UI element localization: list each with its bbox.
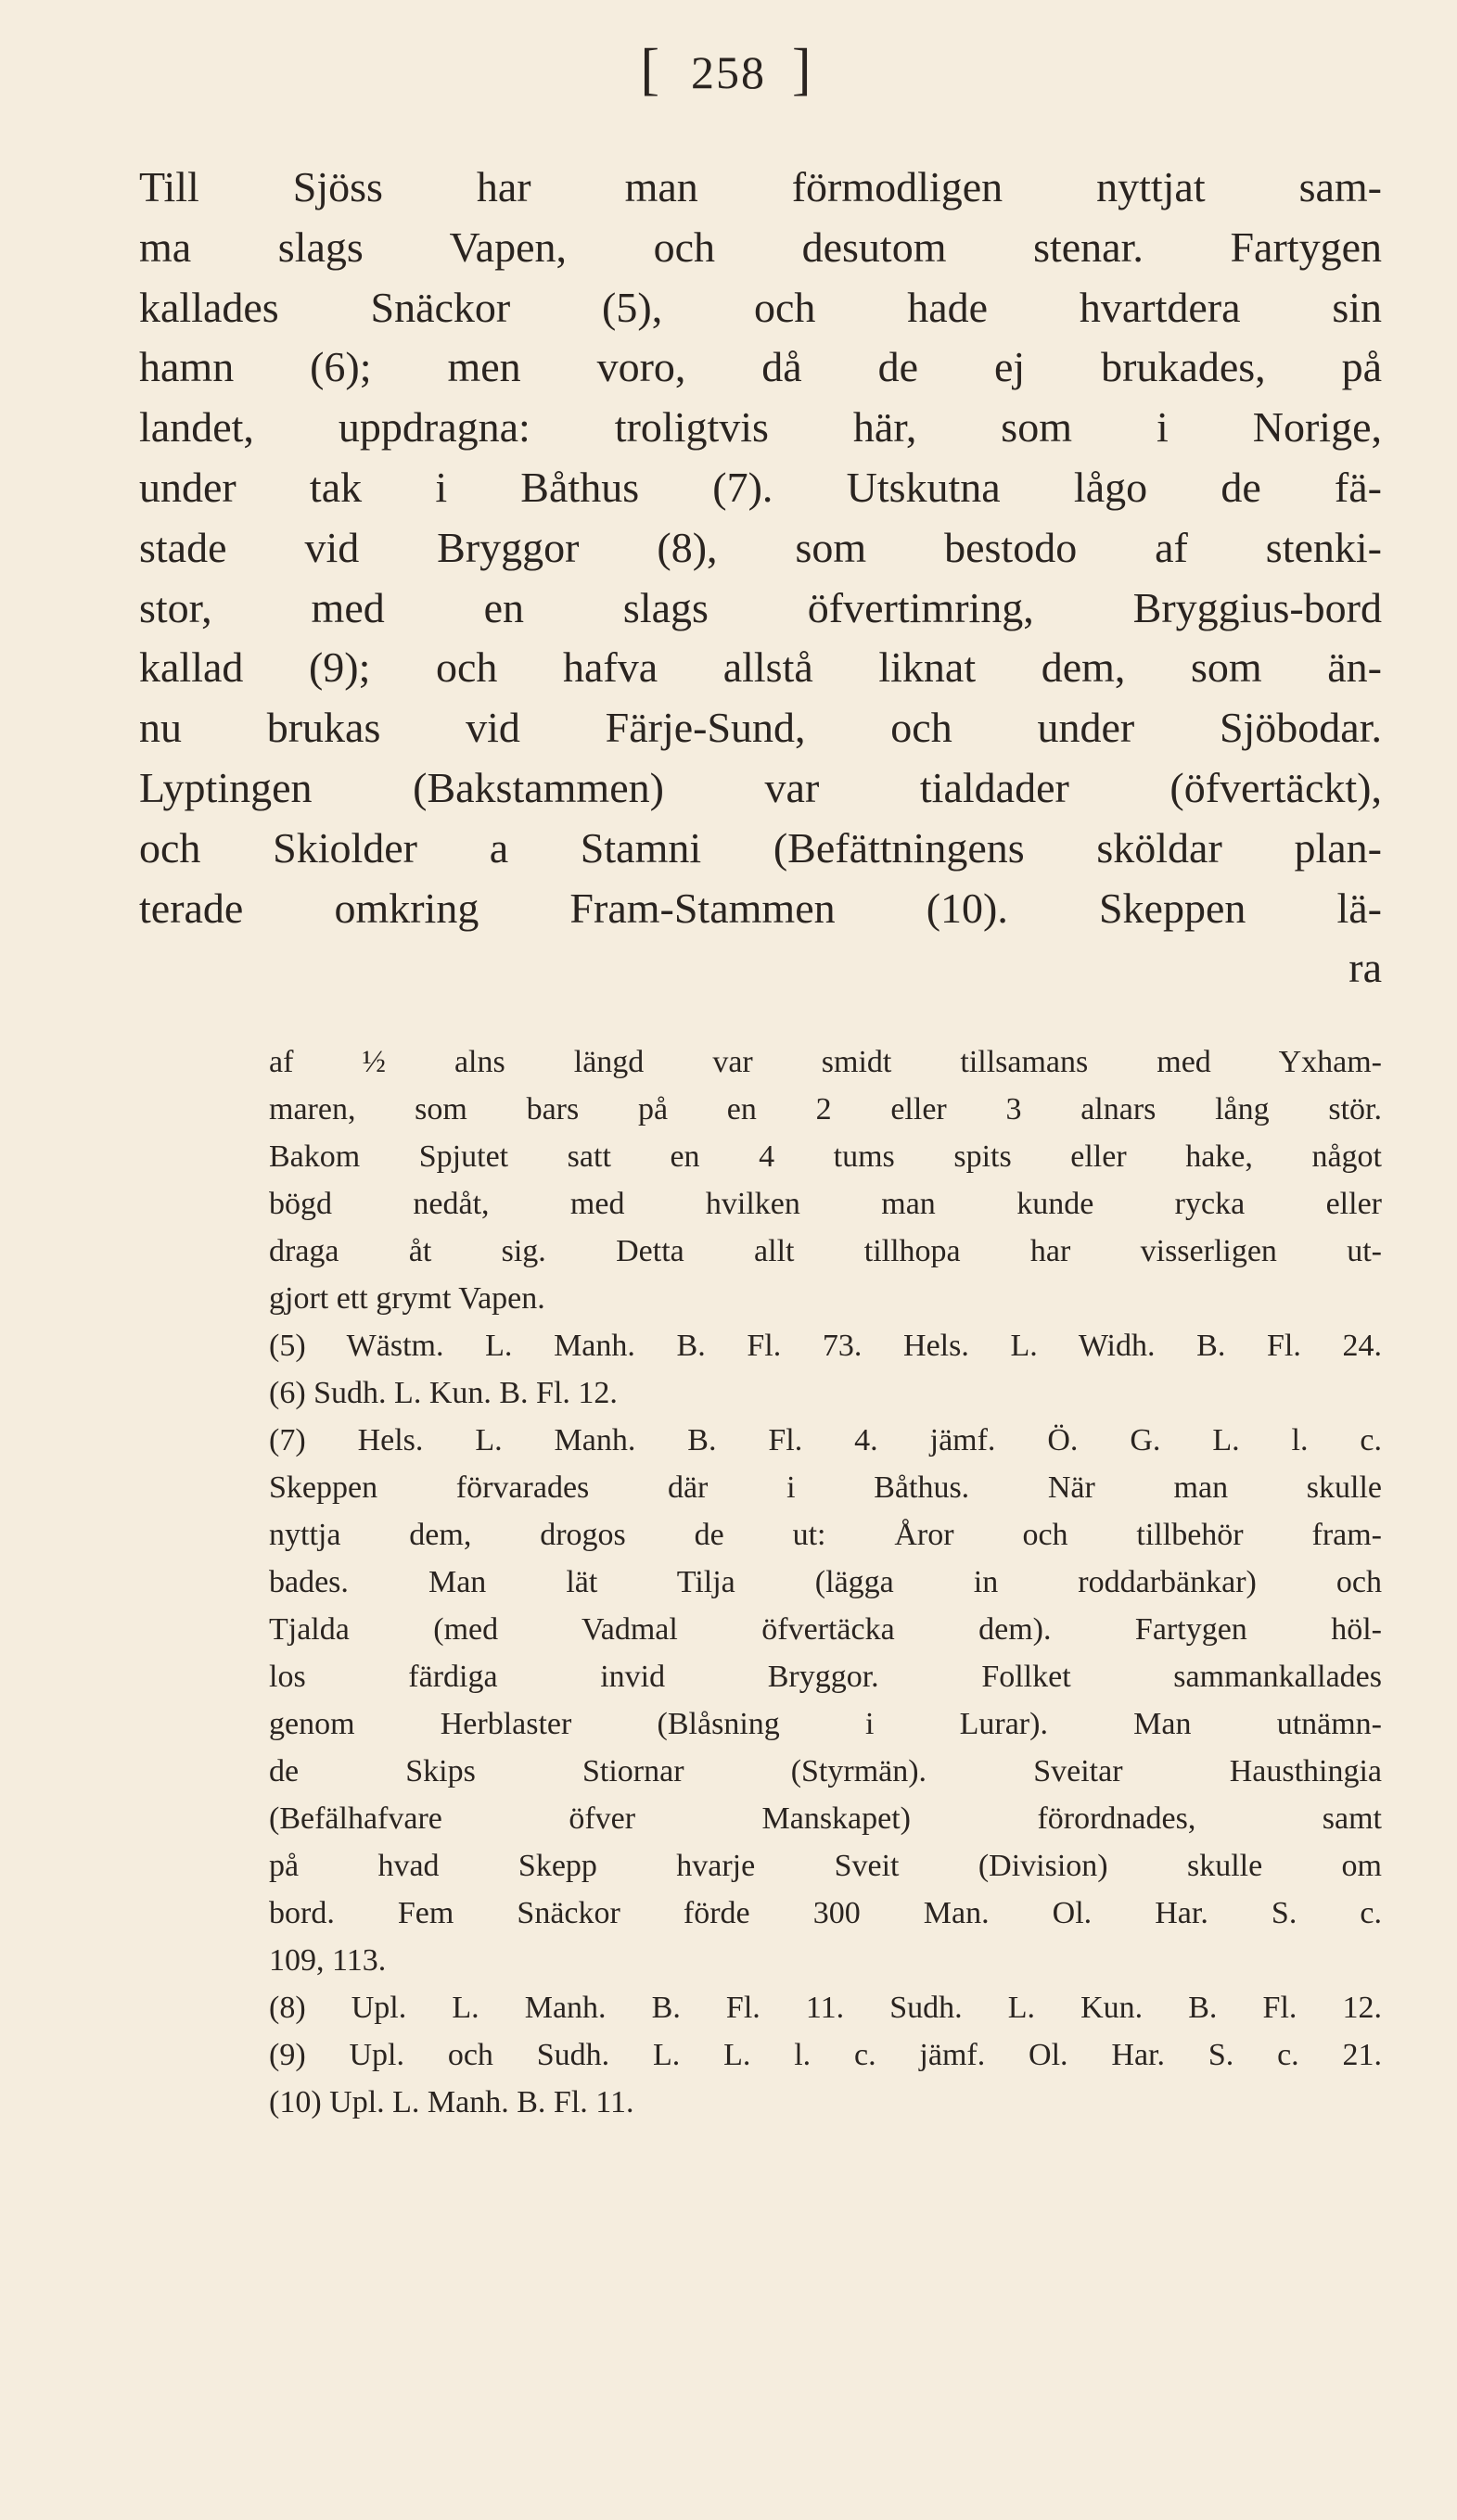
text-line: Till Sjöss har man förmodligen nyttjat sam-	[139, 163, 1382, 210]
footnote-line: af ½ alns längd var smidt tillsamans med Yxham-	[269, 1045, 1382, 1079]
main-text	[139, 158, 1382, 999]
footnote-line: Bakom Spjutet satt en 4 tums spits eller hake, något	[269, 1139, 1382, 1174]
text-line: Lyptingen (Bakstammen) var tialdader (öfvertäckt),	[139, 763, 1382, 811]
footnote-line: los färdiga invid Bryggor. Follket sammankallades	[269, 1660, 1382, 1694]
text-line: landet, uppdragna: troligtvis här, som i Norige,	[139, 403, 1382, 452]
footnote-5: (5) Wästm. L. Manh. B. Fl. 73. Hels. L. Widh. B. Fl. 24.	[269, 1329, 1382, 1363]
page-header	[0, 37, 1457, 103]
footnote-line: 109, 113.	[269, 1943, 387, 1978]
footnote-line: bögd nedåt, med hvilken man kunde rycka eller	[269, 1187, 1382, 1221]
text-line: kallad (9); och hafva allstå liknat dem, som än-	[139, 643, 1382, 692]
footnote-7: (7) Hels. L. Manh. B. Fl. 4. jämf. Ö. G. L. l. c.	[269, 1423, 1382, 1457]
footnote-line: gjort ett grymt Vapen.	[269, 1281, 545, 1316]
footnote-line: draga åt sig. Detta allt tillhopa har visserligen ut-	[269, 1234, 1382, 1268]
text-line: ma slags Vapen, och desutom stenar. Fartygen	[139, 223, 1382, 271]
catchword: ra	[1348, 944, 1382, 992]
bracket-open: [	[640, 38, 665, 101]
text-line: kallades Snäckor (5), och hade hvartdera sin	[139, 283, 1382, 331]
text-line: nu brukas vid Färje-Sund, och under Sjöbodar.	[139, 704, 1382, 752]
footnote-line: Skeppen förvarades där i Båthus. När man skulle	[269, 1470, 1382, 1505]
text-line: stor, med en slags öfvertimring, Bryggius-bord	[139, 583, 1382, 631]
page-number: 258	[691, 46, 766, 98]
footnote-8: (8) Upl. L. Manh. B. Fl. 11. Sudh. L. Kun. B. Fl. 12.	[269, 1991, 1382, 2025]
footnote-line: nyttja dem, drogos de ut: Åror och tillbehör fram-	[269, 1518, 1382, 1552]
footnote-line: Tjalda (med Vadmal öfvertäcka dem). Fartygen höl-	[269, 1612, 1382, 1647]
footnote-line: genom Herblaster (Blåsning i Lurar). Man utnämn-	[269, 1707, 1382, 1741]
footnote-line: på hvad Skepp hvarje Sveit (Division) skulle om	[269, 1849, 1382, 1883]
footnote-6: (6) Sudh. L. Kun. B. Fl. 12.	[269, 1376, 618, 1410]
footnote-line: bord. Fem Snäckor förde 300 Man. Ol. Har. S. c.	[269, 1896, 1382, 1930]
text-line: terade omkring Fram-Stammen (10). Skeppen lä-	[139, 884, 1382, 932]
text-line: hamn (6); men voro, då de ej brukades, på	[139, 343, 1382, 391]
footnote-line: maren, som bars på en 2 eller 3 alnars lång stör.	[269, 1092, 1382, 1126]
text-line: och Skiolder a Stamni (Befättningens sköldar plan-	[139, 823, 1382, 872]
footnote-line: (Befälhafvare öfver Manskapet) förordnades, samt	[269, 1801, 1382, 1836]
bracket-close: ]	[792, 38, 817, 101]
footnote-line: bades. Man lät Tilja (lägga in roddarbänkar) och	[269, 1565, 1382, 1599]
footnote-line: de Skips Stiornar (Styrmän). Sveitar Hausthingia	[269, 1754, 1382, 1788]
footnote-9: (9) Upl. och Sudh. L. L. l. c. jämf. Ol. Har. S. c. 21.	[269, 2038, 1382, 2072]
text-line: stade vid Bryggor (8), som bestodo af stenki-	[139, 523, 1382, 571]
footnote-10: (10) Upl. L. Manh. B. Fl. 11.	[269, 2085, 634, 2119]
text-line: under tak i Båthus (7). Utskutna lågo de fä-	[139, 463, 1382, 511]
footnotes	[269, 1038, 1382, 2126]
